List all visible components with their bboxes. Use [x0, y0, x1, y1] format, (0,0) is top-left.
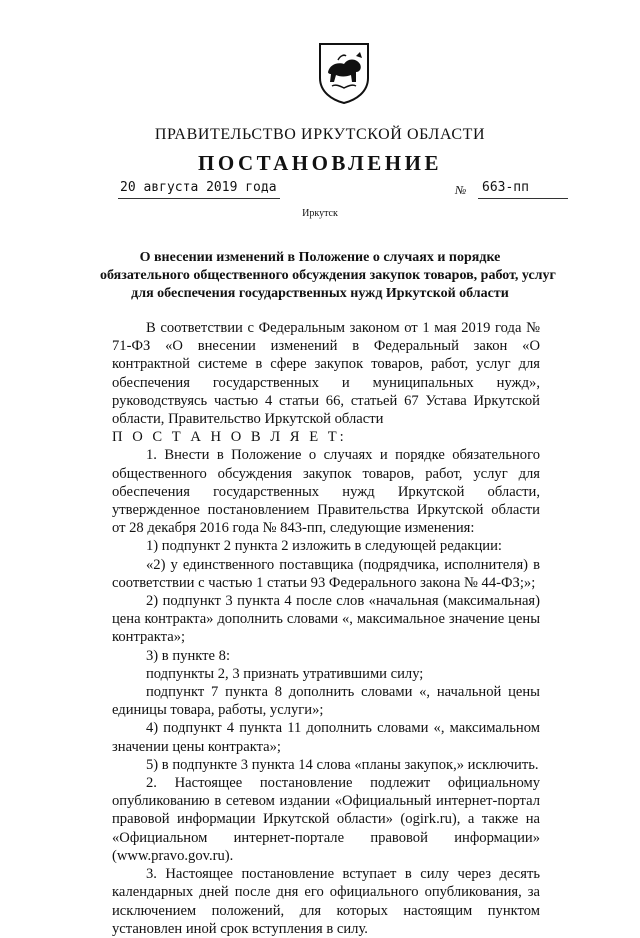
subitem-5: 5) в подпункте 3 пункта 14 слова «планы закупок,» исключить. [146, 756, 539, 773]
resolves-heading: П О С Т А Н О В Л Я Е Т: [112, 429, 347, 446]
subject-line: О внесении изменений в Положение о случаях и порядке [139, 250, 501, 265]
document-body [112, 319, 540, 938]
subject-line: для обеспечения государственных нужд Иркутской области [131, 286, 509, 301]
subitem-3-a: подпункты 2, 3 признать утратившими силу; [146, 665, 424, 682]
subitem-1: 1) подпункт 2 пункта 2 изложить в следующей редакции: [146, 538, 502, 555]
document-subject [100, 249, 556, 303]
item-1-paragraph: 1. Внести в Положение о случаях и порядке обязательного общественного обсуждения закупок товаров, работ, услуг для обеспечения государственных нужд Иркутской области, утвержденное постановлением Правительства Иркутской области от 28 декабря 2016 года № 843-пп, следующие изменения: [112, 447, 540, 537]
subitem-3-b: подпункт 7 пункта 8 дополнить словами «, начальной цены единицы товара, работы, услуги»; [112, 684, 540, 719]
document-date: 20 августа 2019 года [120, 180, 277, 195]
number-underline [478, 198, 568, 199]
document-number: 663-пп [482, 180, 529, 195]
subitem-1-quote: «2) у единственного поставщика (подрядчика, исполнителя) в соответствии с частью 1 статьи 93 Федерального закона № 44-ФЗ;»; [112, 556, 540, 591]
subject-line: обязательного общественного обсуждения закупок товаров, работ, услуг [100, 268, 556, 283]
document-type-title: ПОСТАНОВЛЕНИЕ [198, 151, 442, 175]
subitem-2: 2) подпункт 3 пункта 4 после слов «начальная (максимальная) цена контракта» дополнить словами «, максимальное значение цены контракта»; [112, 593, 540, 646]
irkutsk-coat-of-arms-icon [318, 42, 370, 104]
government-name: ПРАВИТЕЛЬСТВО ИРКУТСКОЙ ОБЛАСТИ [154, 126, 486, 143]
subitem-3: 3) в пункте 8: [146, 647, 231, 664]
item-2-paragraph: 2. Настоящее постановление подлежит официальному опубликованию в сетевом издании «Официальный интернет-портал правовой информации Иркутской области» (ogirk.ru), а также на «Официальном интернет-портале правовой информации» (www.pravo.gov.ru). [112, 775, 540, 864]
number-label: № [455, 183, 467, 197]
city-name: Иркутск [302, 208, 338, 219]
subitem-4: 4) подпункт 4 пункта 11 дополнить словами «, максимальном значении цены контракта»; [112, 720, 540, 755]
item-3-paragraph: 3. Настоящее постановление вступает в силу через десять календарных дней после дня его официального опубликования, за исключением положений, для которых настоящим пунктом установлен иной срок вступления в силу. [112, 866, 540, 937]
preamble-paragraph: В соответствии с Федеральным законом от 1 мая 2019 года № 71-ФЗ «О внесении изменений в Федеральный закон «О контрактной системе в сфере закупок товаров, работ, услуг для обеспечения государственных и муниципальных нужд», руководствуясь частью 4 статьи 66, статьей 67 Устава Иркутской области, Правительство Иркутской области [112, 320, 540, 428]
date-underline [118, 198, 280, 199]
